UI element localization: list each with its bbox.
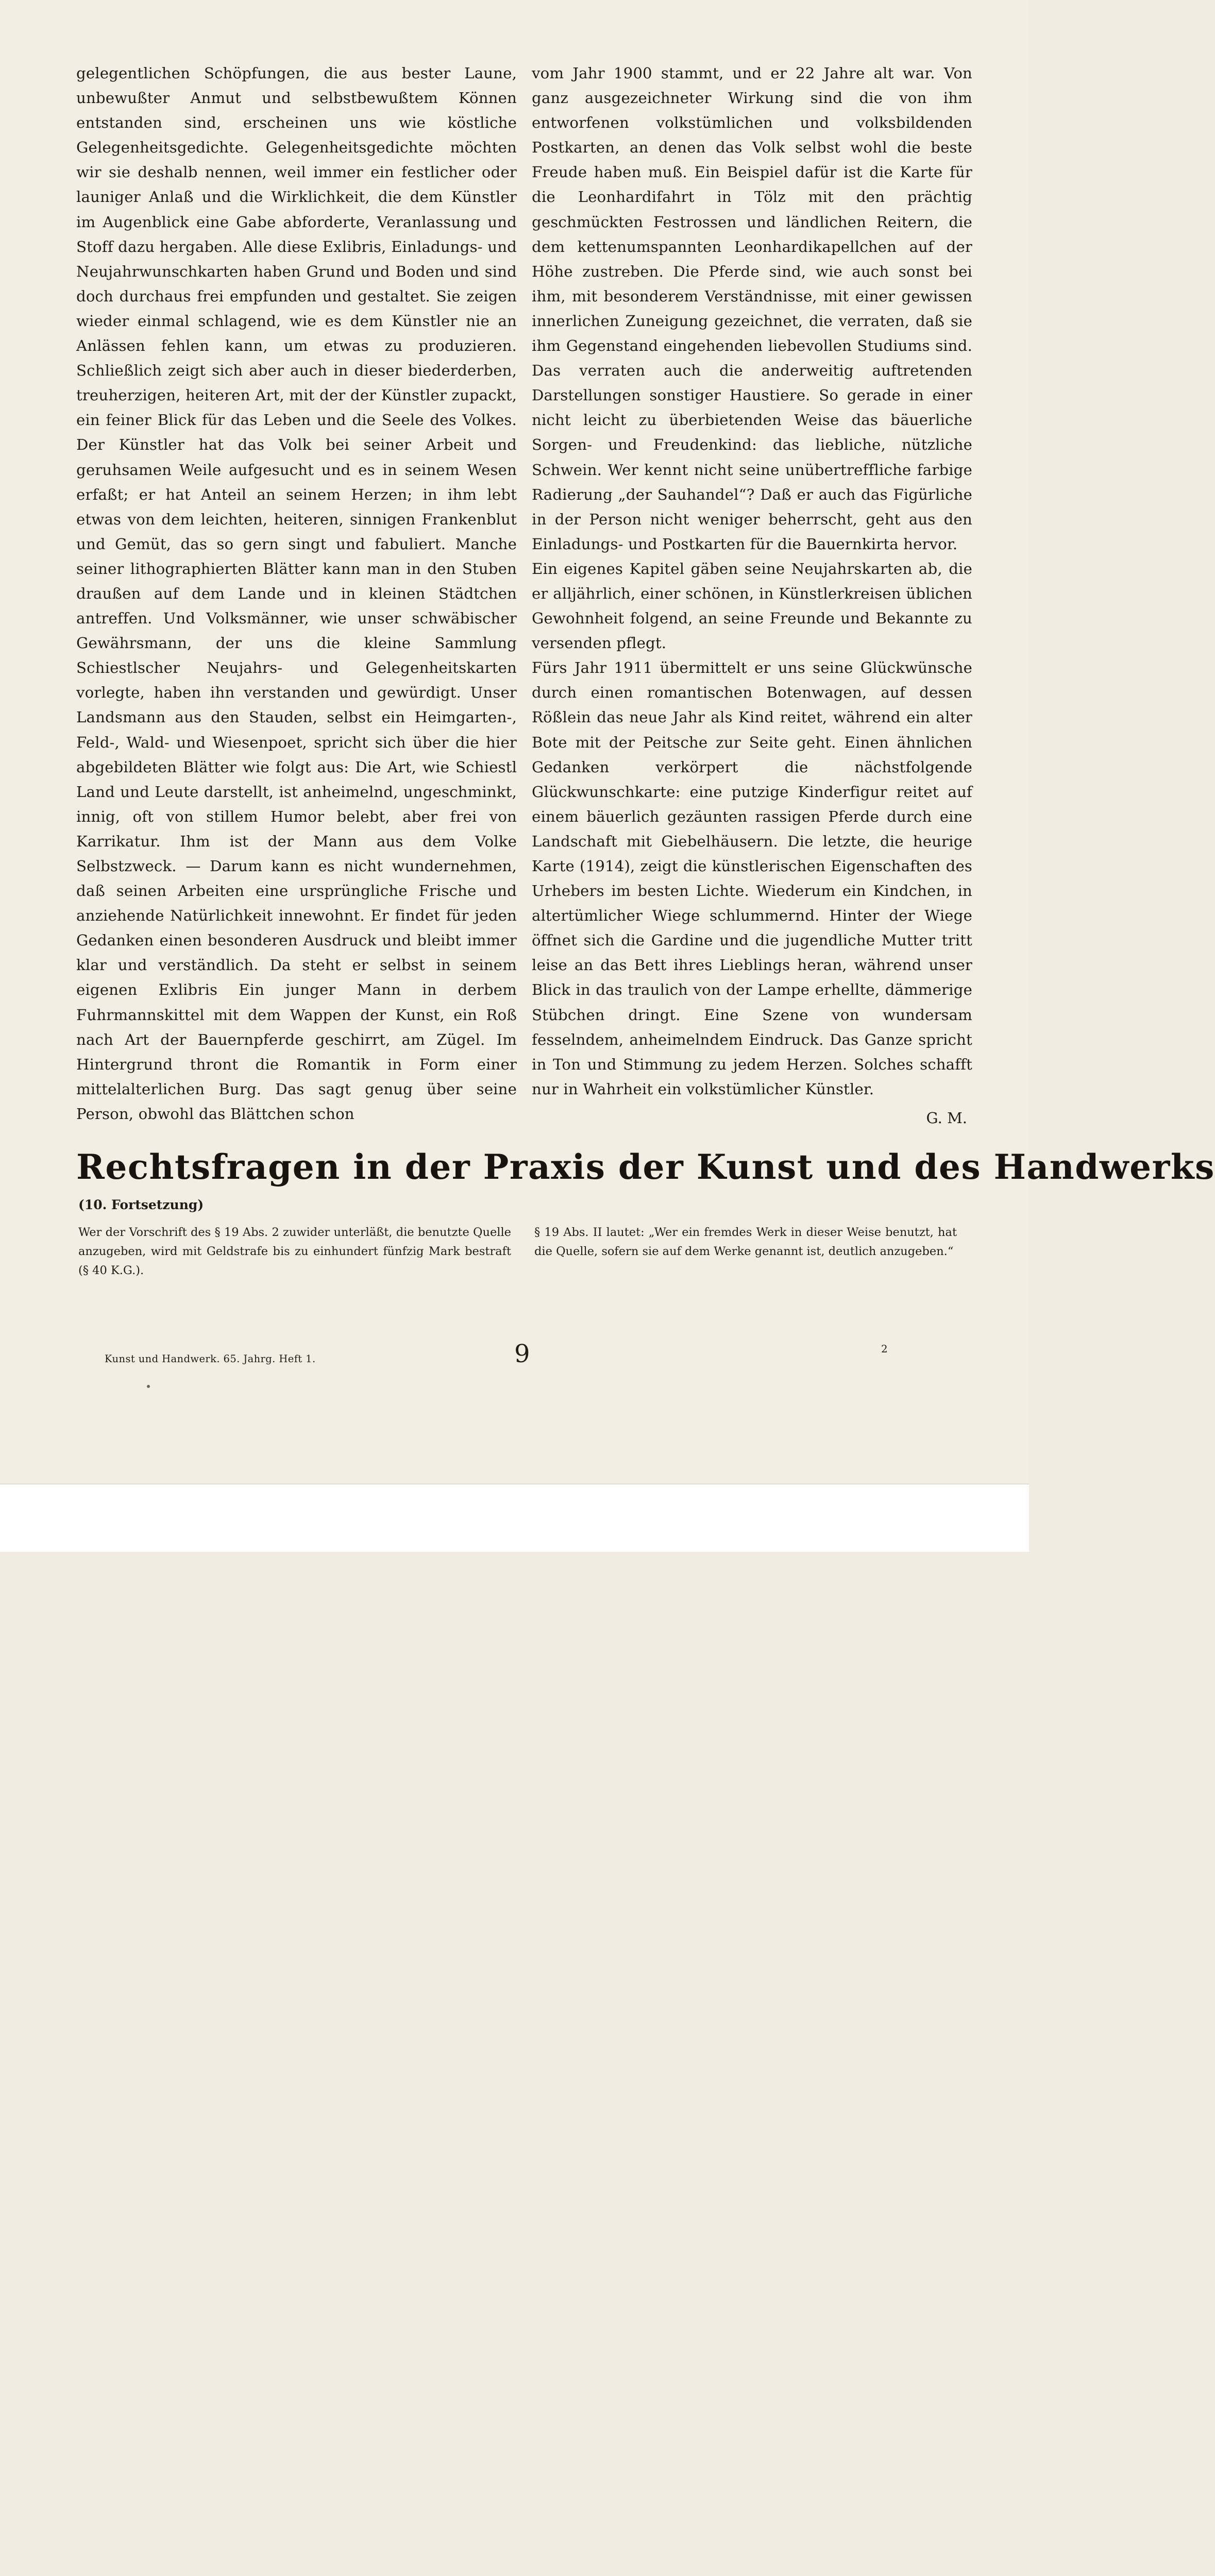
paragraph: Fürs Jahr 1911 übermittelt er uns seine Glückwünsche durch einen romantischen Botenwagen, auf dessen Rößlein das neue Jahr als Kind reitet, während ein alter Bote mit der Peitsche zur Seite geht. Einen ähnlichen Gedanken verkörpert die nächstfolgende Glückwunschkarte: eine putzige Kinderfigur reitet auf einem bäuerlich gezäunten rassigen Pferde durch eine Landschaft mit Giebelhäusern. Die letzte, die heurige Karte (1914), zeigt die künstlerischen Eigenschaften des Urhebers im besten Lichte. Wiederum ein Kindchen, in altertümlicher Wiege schlummernd. Hinter der Wiege öffnet sich die Gardine und die jugendliche Mutter tritt leise an das Bett ihres Lieblings heran, während unser Blick in das traulich von der Lampe erhellte, dämmerige Stübchen dringt. Eine Szene von wundersam fesselndem, anheimelndem Eindruck. Das Ganze spricht in Ton und Stimmung zu jedem Herzen. Solches schafft nur in Wahrheit ein volkstümlicher Künstler. [532,659,972,1098]
article-column-left [76,61,517,1126]
paragraph: Ein eigenes Kapitel gäben seine Neujahrskarten ab, die er alljährlich, einer schönen, in Künstlerkreisen üblichen Gewohnheit folgend, an seine Freunde und Bekannte zu versenden pflegt. [532,560,972,652]
author-signature: G. M. [926,1109,967,1127]
section-subtitle: (10. Fortsetzung) [78,1197,204,1212]
library-banner [0,1484,1029,1552]
ink-speck [147,1385,150,1388]
article-column-right [532,61,972,1130]
sheet-number: 2 [881,1343,888,1355]
running-footer: Kunst und Handwerk. 65. Jahrg. Heft 1. [105,1353,316,1365]
page-number: 9 [514,1340,530,1368]
legal-text-right: § 19 Abs. II lautet: „Wer ein fremdes Werk in dieser Weise benutzt, hat die Quelle, sofern sie auf dem Werke genannt ist, deutlich anzugeben.“ [534,1226,957,1258]
legal-text-left: Wer der Vorschrift des § 19 Abs. 2 zuwider unterläßt, die benutzte Quelle anzugeben, wird mit Geldstrafe bis zu einhundert fünfzig Mark bestraft (§ 40 K.G.). [78,1226,511,1277]
section-title: Rechtsfragen in der Praxis der Kunst und des Handwerks [76,1147,1215,1187]
paragraph: gelegentlichen Schöpfungen, die aus bester Laune, unbewußter Anmut und selbstbewußtem Können entstanden sind, erscheinen uns wie köstliche Gelegenheitsgedichte. Gelegenheitsgedichte möchten wir sie deshalb nennen, weil immer ein festlicher oder launiger Anlaß und die Wirklichkeit, die dem Künstler im Augenblick eine Gabe abforderte, Veranlassung und Stoff dazu hergaben. Alle diese Exlibris, Einladungs- und Neujahrwunschkarten haben Grund und Boden und sind doch durchaus frei empfunden und gestaltet. Sie zeigen wieder einmal schlagend, wie es dem Künstler nie an Anlässen fehlen kann, um etwas zu produzieren. Schließlich zeigt sich aber auch in dieser biederderben, treuherzigen, heiteren Art, mit der der Künstler zupackt, ein feiner Blick für das Leben und die Seele des Volkes. Der Künstler hat das Volk bei seiner Arbeit und geruhsamen Weile aufgesucht und es in seinem Wesen erfaßt; er hat Anteil an seinem Herzen; in ihm lebt etwas von dem leichten, heiteren, sinnigen Frankenblut und Gemüt, das so gern singt und fabuliert. Manche seiner lithographierten Blätter kann man in den Stuben draußen auf dem Lande und in kleinen Städtchen antreffen. Und Volksmänner, wie unser schwäbischer Gewährsmann, der uns die kleine Sammlung Schiestlscher Neujahrs- und Gelegenheitskarten vorlegte, haben ihn verstanden und gewürdigt. Unser Landsmann aus den Stauden, selbst ein Heimgarten-, Feld-, Wald- und Wiesenpoet, spricht sich über die hier abgebildeten Blätter wie folgt aus: Die Art, wie Schiestl Land und Leute darstellt, ist anheimelnd, ungeschminkt, innig, oft von stillem Humor belebt, aber frei von Karrikatur. Ihm ist der Mann aus dem Volke Selbstzweck. — Darum kann es nicht wundernehmen, daß seinen Arbeiten eine ursprüngliche Frische und anziehende Natürlichkeit innewohnt. Er findet für jeden Gedanken einen besonderen Ausdruck und bleibt immer klar und verständlich. Da steht er selbst in seinem eigenen Exlibris Ein junger Mann in derbem Fuhrmannskittel mit dem Wappen der Kunst, ein Roß nach Art der Bauernpferde geschirrt, am Zügel. Im Hintergrund thront die Romantik in Form einer mittelalterlichen Burg. Das sagt genug über seine Person, obwohl das Blättchen schon [76,64,517,1123]
paragraph: vom Jahr 1900 stammt, und er 22 Jahre alt war. Von ganz ausgezeichneter Wirkung sind die von ihm entworfenen volkstümlichen und volksbildenden Postkarten, an denen das Volk selbst wohl die beste Freude haben muß. Ein Beispiel dafür ist die Karte für die Leonhardifahrt in Tölz mit den prächtig geschmückten Festrossen und ländlichen Reitern, die dem kettenumspannten Leonhardikapellchen auf der Höhe zustreben. Die Pferde sind, wie auch sonst bei ihm, mit besonderem Verständnisse, mit einer gewissen innerlichen Zuneigung gezeichnet, die verraten, daß sie ihm Gegenstand eingehenden liebevollen Studiums sind. Das verraten auch die anderweitig auftretenden Darstellungen sonstiger Haustiere. So gerade in einer nicht leicht zu überbietenden Weise das bäuerliche Sorgen- und Freudenkind: das liebliche, nützliche Schwein. Wer kennt nicht seine unübertreffliche farbige Radierung „der Sauhandel“? Daß er auch das Figürliche in der Person nicht weniger beherrscht, geht aus den Einladungs- und Postkarten für die Bauernkirta hervor. [532,64,972,553]
